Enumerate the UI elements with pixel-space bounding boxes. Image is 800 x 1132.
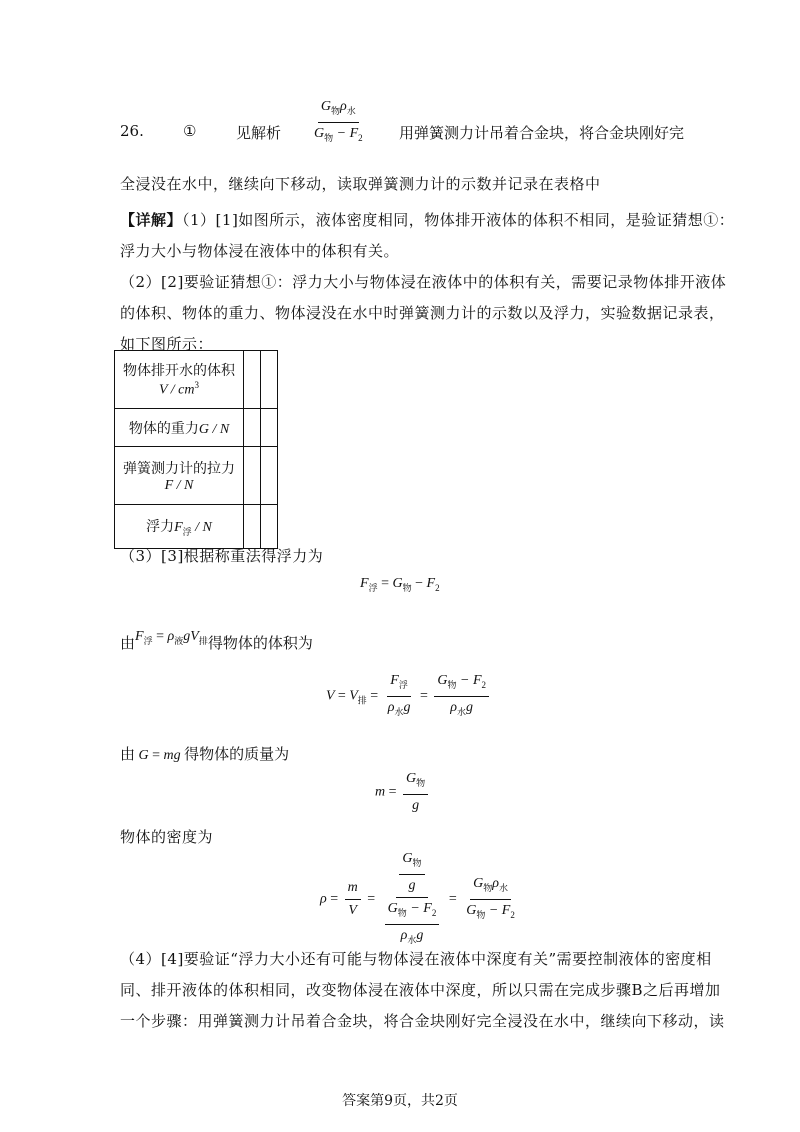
question-number: 26. — [120, 122, 144, 140]
answer-blank-2: 见解析 — [236, 124, 282, 142]
detail-p1-line1 — [120, 209, 734, 230]
detail-p2-line2: 的体积、物体的重力、物体浸没在水中时弹簧测力计的示数以及浮力，实验数据记录表， — [120, 304, 725, 322]
table-cell — [261, 409, 278, 447]
mass-formula: m = $\frac{G_物}{g}$ — [375, 770, 431, 815]
answer-step-text-cont: 全浸没在水中，继续向下移动，读取弹簧测力计的示数并记录在表格中 — [120, 175, 601, 193]
answer-density-formula: $\frac{G_物\rho_水}{G_物 - F_2}$ — [314, 99, 363, 143]
row-unit: F / N — [164, 477, 194, 493]
archimedes-formula: $F_浮 = \rho_液gV_排$ — [135, 629, 208, 646]
detail-p1-line2: 浮力大小与物体浸在液体中的体积有关。 — [120, 242, 400, 260]
by-after-text: 得物体的体积为 — [207, 634, 313, 652]
table-cell — [261, 505, 278, 549]
row-label: 物体排开水的体积 — [123, 363, 235, 380]
detail-p2-line3: 如下图所示： — [120, 335, 214, 353]
buoyancy-formula: $F_浮 = G_物 - F_2$ — [360, 576, 440, 593]
detail-p3-by2 — [120, 743, 289, 764]
detail-p3-density: 物体的密度为 — [120, 828, 214, 846]
table-row — [115, 505, 278, 549]
table-row — [115, 409, 278, 447]
table-cell — [244, 351, 261, 409]
by-after-text: 得物体的质量为 — [184, 745, 290, 763]
detail-p4-line3: 一个步骤：用弹簧测力计吊着合金块，将合金块刚好完全浸没在水中，继续向下移动，读 — [120, 1012, 725, 1030]
row-unit: G / N — [198, 421, 230, 437]
record-table — [114, 350, 278, 549]
detail-p3-by1 — [120, 629, 313, 655]
detail-p4-line1: （4）[4]要验证“浮力大小还有可能与物体浸在液体中深度有关”需要控制液体的密度相 — [120, 950, 712, 968]
volume-formula: $V = V_排$ = $\frac{F_浮}{\rho_水g}$ = $\frac{G_物 - F_2}{\rho_水g}$ — [326, 672, 492, 721]
detail-p2-line1: （2）[2]要验证猜想①：浮力大小与物体浸在液体中的体积有关，需要记录物体排开液体 — [120, 273, 727, 291]
table-header-cell — [115, 447, 244, 505]
page-footer: 答案第9页，共2页 — [342, 1093, 458, 1109]
table-header-cell — [115, 409, 244, 447]
detail-p1-text: （1）[1]如图所示，液体密度相同，物体排开液体的体积不相同，是验证猜想①： — [182, 211, 735, 229]
density-formula: ρ = $\frac{m}{V}$ = $\frac{\frac{G_物}{g}}{\frac{G_物 - F_2}{\rho_水g}}$ = $\frac{G_物\rho_水}{G_物 - F_2}$ — [320, 851, 515, 945]
weight-formula: G = mg — [135, 748, 185, 763]
row-label: 物体的重力 — [128, 420, 199, 437]
table-header-cell — [115, 505, 244, 549]
by-label: 由 — [120, 745, 136, 763]
table-cell — [244, 409, 261, 447]
by-label: 由 — [120, 634, 136, 652]
table-header-cell — [115, 351, 244, 409]
table-cell — [261, 351, 278, 409]
row-label: 弹簧测力计的拉力 — [123, 460, 235, 477]
table-cell — [261, 447, 278, 505]
table-row — [115, 351, 278, 409]
detail-p3-line1: （3）[3]根据称重法得浮力为 — [120, 547, 324, 565]
answer-step-text: 用弹簧测力计吊着合金块，将合金块刚好完 — [399, 124, 685, 142]
row-unit: $F_浮$ / N — [174, 519, 212, 537]
detail-p4-line2: 同、排开液体的体积相同，改变物体浸在液体中深度，所以只需在完成步骤B之后再增加 — [120, 981, 721, 999]
answer-blank-1: ① — [183, 122, 197, 140]
table-row — [115, 447, 278, 505]
row-unit: V / $cm^3$ — [158, 380, 199, 398]
table-cell — [244, 505, 261, 549]
detail-label: 【详解】 — [120, 211, 183, 229]
row-label: 浮力 — [146, 518, 175, 535]
table-cell — [244, 447, 261, 505]
